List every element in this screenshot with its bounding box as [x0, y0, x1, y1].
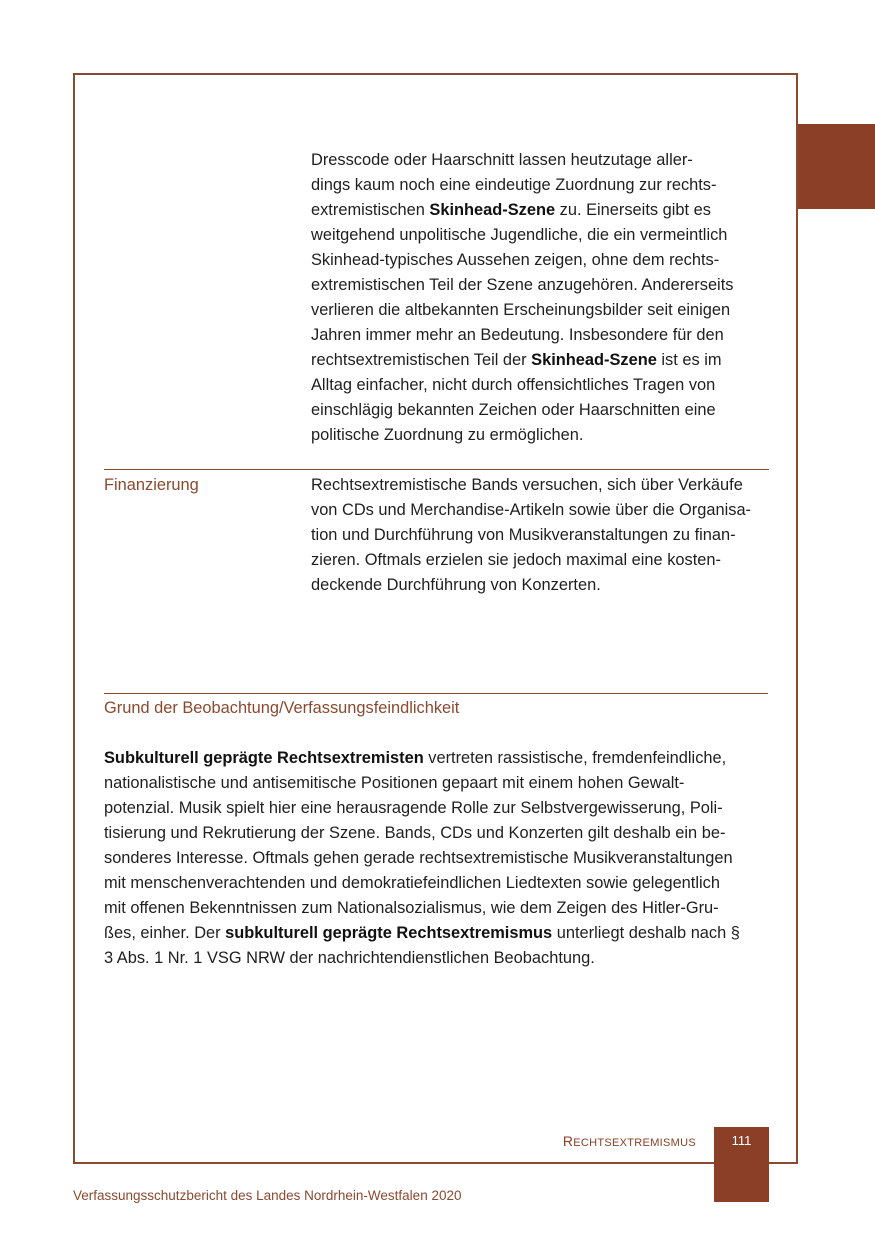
report-title: Verfassungsschutzbericht des Landes Nordrhein-Westfalen 2020 [73, 1188, 462, 1203]
bold-term: Skinhead-Szene [531, 351, 657, 369]
text-line: tisierung und Rekrutierung der Szene. Bands, CDs und Konzerten gilt deshalb ein be- [104, 824, 726, 842]
text-line: deckende Durchführung von Konzerten. [311, 576, 601, 594]
text-line: Rechtsextremistische Bands versuchen, sich über Verkäufe [311, 476, 743, 494]
text-line: ßes, einher. Der subkulturell geprägte Rechtsextremismus unterliegt deshalb nach § [104, 924, 740, 942]
divider-financing [104, 469, 769, 470]
text-line: extremistischen Skinhead-Szene zu. Einerseits gibt es [311, 201, 711, 219]
text-line: dings kaum noch eine eindeutige Zuordnung zur rechts- [311, 176, 717, 194]
observation-paragraph [104, 746, 740, 971]
text-line: Skinhead-typisches Aussehen zeigen, ohne dem rechts- [311, 251, 720, 269]
text-line: tion und Durchführung von Musikveranstaltungen zu finan- [311, 526, 736, 544]
text-line: extremistischen Teil der Szene anzugehören. Andererseits [311, 276, 734, 294]
bold-term: Subkulturell geprägte Rechtsextremisten [104, 749, 424, 767]
financing-label: Finanzierung [104, 476, 199, 494]
text-line: politische Zuordnung zu ermöglichen. [311, 426, 584, 444]
text-line: Subkulturell geprägte Rechtsextremisten vertreten rassistische, fremdenfeindliche, [104, 749, 727, 767]
text-line: mit menschenverachtenden und demokratiefeindlichen Liedtexten sowie gelegentlich [104, 874, 720, 892]
skinhead-paragraph [311, 148, 733, 448]
text-line: Jahren immer mehr an Bedeutung. Insbesondere für den [311, 326, 724, 344]
financing-paragraph [311, 473, 751, 598]
divider-observation [104, 693, 768, 694]
bold-term: subkulturell geprägte Rechtsextremismus [225, 924, 553, 942]
text-line: Dresscode oder Haarschnitt lassen heutzutage aller- [311, 151, 693, 169]
text-line: verlieren die altbekannten Erscheinungsbilder seit einigen [311, 301, 731, 319]
text-line: rechtsextremistischen Teil der Skinhead-Szene ist es im [311, 351, 722, 369]
text-line: nationalistische und antisemitische Positionen gepaart mit einem hohen Gewalt- [104, 774, 685, 792]
text-line: von CDs und Merchandise-Artikeln sowie über die Organisa- [311, 501, 752, 519]
bold-term: Skinhead-Szene [429, 201, 556, 219]
text-line: mit offenen Bekenntnissen zum Nationalsozialismus, wie dem Zeigen des Hitler-Gru- [104, 899, 719, 917]
page-number: 111 [731, 1133, 752, 1148]
chapter-tab-marker [798, 124, 875, 209]
text-line: 3 Abs. 1 Nr. 1 VSG NRW der nachrichtendienstlichen Beobachtung. [104, 949, 595, 967]
text-line: Alltag einfacher, nicht durch offensichtliches Tragen von [311, 376, 716, 394]
text-line: sonderes Interesse. Oftmals gehen gerade rechtsextremistische Musikveranstaltungen [104, 849, 733, 867]
running-section-title: RECHTSEXTREMISMUS [562, 1133, 696, 1149]
text-line: weitgehend unpolitische Jugendliche, die ein vermeintlich [311, 226, 728, 244]
text-line: einschlägig bekannten Zeichen oder Haarschnitten eine [311, 401, 716, 419]
text-line: potenzial. Musik spielt hier eine herausragende Rolle zur Selbstvergewisserung, Poli- [104, 799, 723, 817]
observation-heading: Grund der Beobachtung/Verfassungsfeindlichkeit [104, 699, 460, 717]
text-line: zieren. Oftmals erzielen sie jedoch maximal eine kosten- [311, 551, 721, 569]
